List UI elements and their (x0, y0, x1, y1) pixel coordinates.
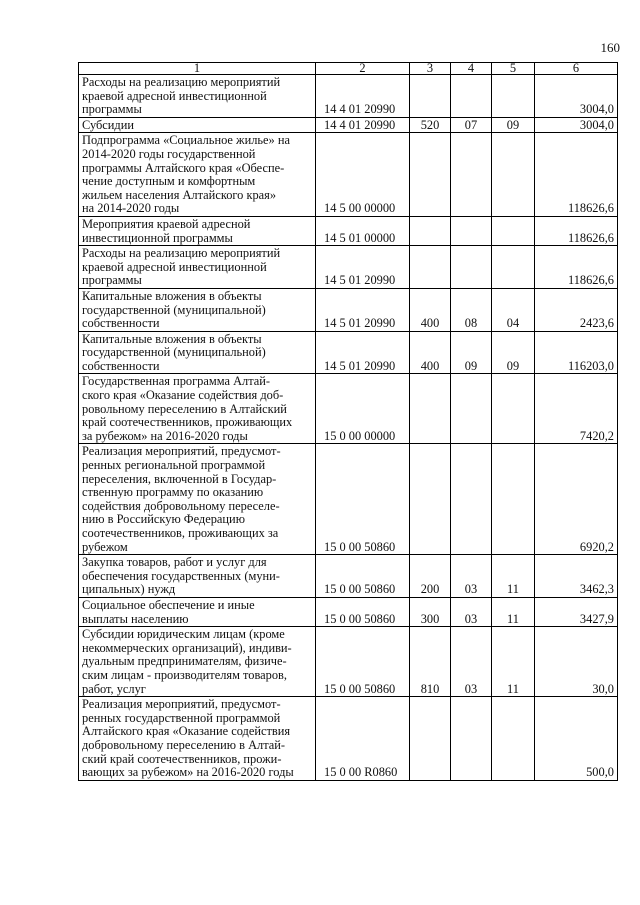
row-col5-cell (492, 444, 535, 555)
row-amount-cell: 3004,0 (535, 75, 618, 118)
row-col4-cell: 03 (451, 627, 492, 697)
table-row (79, 288, 618, 331)
row-amount-cell: 2423,6 (535, 288, 618, 331)
row-code-cell: 15 0 00 50860 (316, 444, 410, 555)
row-code-cell: 14 5 01 00000 (316, 216, 410, 245)
column-header: 5 (492, 63, 535, 75)
page-number: 160 (600, 40, 620, 55)
row-col3-cell (410, 444, 451, 555)
row-col5-cell (492, 246, 535, 289)
row-amount-cell: 118626,6 (535, 133, 618, 217)
table-row (79, 555, 618, 598)
row-name-cell: Капитальные вложения в объекты государственной (муниципальной) собственности (79, 288, 316, 331)
row-col4-cell: 03 (451, 555, 492, 598)
row-amount-cell: 3427,9 (535, 597, 618, 626)
row-col4-cell: 09 (451, 331, 492, 374)
row-col3-cell (410, 216, 451, 245)
row-amount-cell: 118626,6 (535, 216, 618, 245)
table-row (79, 697, 618, 781)
row-col3-cell: 300 (410, 597, 451, 626)
table-row (79, 246, 618, 289)
row-code-cell: 15 0 00 50860 (316, 627, 410, 697)
row-col4-cell (451, 246, 492, 289)
row-col4-cell (451, 216, 492, 245)
row-code-cell: 14 4 01 20990 (316, 117, 410, 133)
column-header: 1 (79, 63, 316, 75)
column-header: 3 (410, 63, 451, 75)
row-col3-cell: 400 (410, 288, 451, 331)
table-row (79, 627, 618, 697)
row-col5-cell: 11 (492, 627, 535, 697)
row-col5-cell (492, 374, 535, 444)
row-col5-cell: 11 (492, 555, 535, 598)
row-amount-cell: 3462,3 (535, 555, 618, 598)
column-header: 4 (451, 63, 492, 75)
row-amount-cell: 3004,0 (535, 117, 618, 133)
row-col4-cell (451, 75, 492, 118)
row-col5-cell (492, 133, 535, 217)
table-row (79, 133, 618, 217)
row-col5-cell: 11 (492, 597, 535, 626)
row-col4-cell (451, 697, 492, 781)
row-amount-cell: 7420,2 (535, 374, 618, 444)
row-name-cell: Мероприятия краевой адресной инвестиционной программы (79, 216, 316, 245)
row-name-cell: Социальное обеспечение и иные выплаты населению (79, 597, 316, 626)
row-col5-cell (492, 697, 535, 781)
row-col4-cell: 07 (451, 117, 492, 133)
row-col5-cell: 09 (492, 331, 535, 374)
row-col5-cell: 09 (492, 117, 535, 133)
row-col4-cell (451, 374, 492, 444)
column-header: 6 (535, 63, 618, 75)
row-name-cell: Капитальные вложения в объекты государственной (муниципальной) собственности (79, 331, 316, 374)
column-header: 2 (316, 63, 410, 75)
row-name-cell: Государственная программа Алтай- ского края «Оказание содействия доб- ровольному переселению в Алтайский край соотечественников, проживающих за рубежом» на 2016-2020 годы (79, 374, 316, 444)
row-code-cell: 15 0 00 50860 (316, 555, 410, 598)
row-name-cell: Реализация мероприятий, предусмот- ренных государственной программой Алтайского края «Оказание содействия добровольному переселению в Алтай- ский край соотечественников, прожи- вающих за рубежом» на 2016-2020 годы (79, 697, 316, 781)
table-row (79, 374, 618, 444)
row-col5-cell (492, 216, 535, 245)
row-code-cell: 15 0 00 R0860 (316, 697, 410, 781)
row-col3-cell (410, 133, 451, 217)
row-col4-cell: 03 (451, 597, 492, 626)
budget-table (78, 62, 618, 781)
table-row (79, 216, 618, 245)
row-col3-cell (410, 697, 451, 781)
row-col3-cell: 200 (410, 555, 451, 598)
row-col4-cell: 08 (451, 288, 492, 331)
row-name-cell: Расходы на реализацию мероприятий краевой адресной инвестиционной программы (79, 75, 316, 118)
row-name-cell: Реализация мероприятий, предусмот- ренных региональной программой переселения, включенной в Государ- ственную программу по оказанию содействия добровольному переселе- нию в Российскую Федерацию соотечественников, проживающих за рубежом (79, 444, 316, 555)
row-code-cell: 14 5 01 20990 (316, 288, 410, 331)
table-row (79, 331, 618, 374)
table-row (79, 75, 618, 118)
row-amount-cell: 500,0 (535, 697, 618, 781)
row-name-cell: Расходы на реализацию мероприятий краевой адресной инвестиционной программы (79, 246, 316, 289)
table-row (79, 597, 618, 626)
row-col3-cell: 810 (410, 627, 451, 697)
row-col4-cell (451, 133, 492, 217)
row-code-cell: 15 0 00 00000 (316, 374, 410, 444)
row-code-cell: 14 5 01 20990 (316, 246, 410, 289)
row-col3-cell (410, 246, 451, 289)
table-row (79, 117, 618, 133)
row-name-cell: Субсидии юридическим лицам (кроме некоммерческих организаций), индиви- дуальным предпринимателям, физиче- ским лицам - производителям товаров, работ, услуг (79, 627, 316, 697)
row-col4-cell (451, 444, 492, 555)
row-col5-cell (492, 75, 535, 118)
row-col3-cell (410, 75, 451, 118)
row-amount-cell: 30,0 (535, 627, 618, 697)
row-col5-cell: 04 (492, 288, 535, 331)
row-amount-cell: 6920,2 (535, 444, 618, 555)
row-col3-cell (410, 374, 451, 444)
row-code-cell: 14 5 00 00000 (316, 133, 410, 217)
row-code-cell: 14 4 01 20990 (316, 75, 410, 118)
table-row (79, 444, 618, 555)
row-code-cell: 15 0 00 50860 (316, 597, 410, 626)
table-header-row (79, 63, 618, 75)
row-col3-cell: 520 (410, 117, 451, 133)
row-name-cell: Закупка товаров, работ и услуг для обеспечения государственных (муни- ципальных) нужд (79, 555, 316, 598)
row-name-cell: Подпрограмма «Социальное жилье» на 2014-2020 годы государственной программы Алтайского края «Обеспе- чение доступным и комфортным жильем населения Алтайского края» на 2014-2020 годы (79, 133, 316, 217)
row-col3-cell: 400 (410, 331, 451, 374)
row-code-cell: 14 5 01 20990 (316, 331, 410, 374)
row-name-cell: Субсидии (79, 117, 316, 133)
row-amount-cell: 118626,6 (535, 246, 618, 289)
row-amount-cell: 116203,0 (535, 331, 618, 374)
